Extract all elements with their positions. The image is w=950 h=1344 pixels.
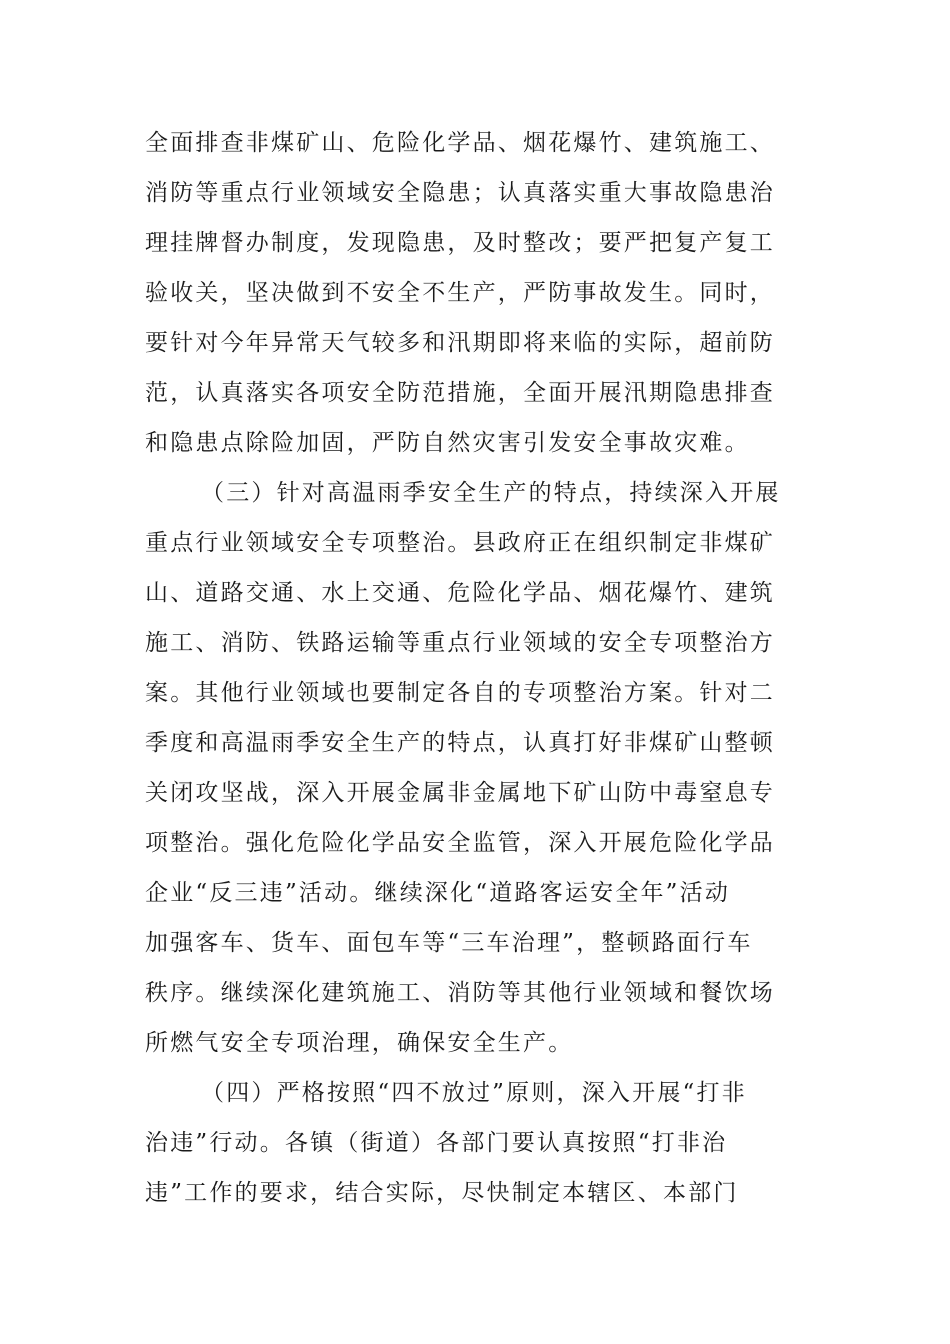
paragraph-2-line-4: 施工、消防、铁路运输等重点行业领域的安全专项整治方: [145, 630, 775, 656]
paragraph-1-line-4: 验收关，坚决做到不安全不生产，严防事故发生。同时，: [145, 280, 775, 306]
paragraph-1-line-3: 理挂牌督办制度，发现隐患，及时整改；要严把复产复工: [145, 230, 775, 256]
paragraph-1-line-2: 消防等重点行业领域安全隐患；认真落实重大事故隐患治: [145, 180, 775, 206]
paragraph-2-line-10: 加强客车、货车、面包车等“三车治理”，整顿路面行车: [145, 930, 753, 956]
paragraph-3-line-1: （四）严格按照“四不放过”原则，深入开展“打非: [201, 1080, 747, 1106]
paragraph-2-line-9: 企业“反三违”活动。继续深化“道路客运安全年”活动: [145, 880, 731, 906]
paragraph-1-line-7: 和隐患点除险加固，严防自然灾害引发安全事故灾难。: [145, 430, 750, 456]
paragraph-3-line-2: 治违”行动。各镇（街道）各部门要认真按照“打非治: [145, 1130, 728, 1156]
paragraph-2-line-5: 案。其他行业领域也要制定各自的专项整治方案。针对二: [145, 680, 775, 706]
paragraph-2-line-2: 重点行业领域安全专项整治。县政府正在组织制定非煤矿: [145, 530, 775, 556]
body-text: [145, 118, 805, 1218]
paragraph-1-line-1: 全面排查非煤矿山、危险化学品、烟花爆竹、建筑施工、: [145, 130, 775, 156]
paragraph-2-line-6: 季度和高温雨季安全生产的特点，认真打好非煤矿山整顿: [145, 730, 775, 756]
paragraph-1-line-5: 要针对今年异常天气较多和汛期即将来临的实际，超前防: [145, 330, 775, 356]
paragraph-2-line-3: 山、道路交通、水上交通、危险化学品、烟花爆竹、建筑: [145, 580, 775, 606]
paragraph-2-line-12: 所燃气安全专项治理，确保安全生产。: [145, 1030, 574, 1056]
paragraph-2-line-7: 关闭攻坚战，深入开展金属非金属地下矿山防中毒窒息专: [145, 780, 775, 806]
paragraph-3-line-3: 违”工作的要求，结合实际，尽快制定本辖区、本部门: [145, 1180, 739, 1206]
paragraph-1-line-6: 范，认真落实各项安全防范措施，全面开展汛期隐患排查: [145, 380, 775, 406]
paragraph-2-line-11: 秩序。继续深化建筑施工、消防等其他行业领域和餐饮场: [145, 980, 775, 1006]
paragraph-2-line-8: 项整治。强化危险化学品安全监管，深入开展危险化学品: [145, 830, 775, 856]
paragraph-2-line-1: （三）针对高温雨季安全生产的特点，持续深入开展: [201, 480, 781, 506]
